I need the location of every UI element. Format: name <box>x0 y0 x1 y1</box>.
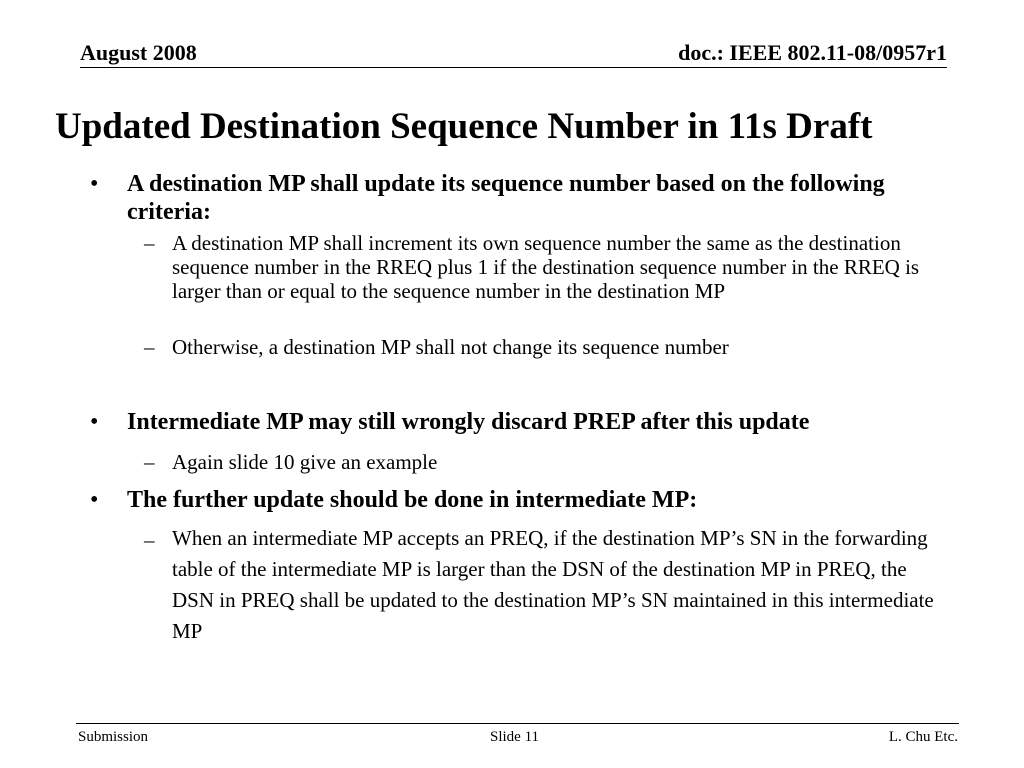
footer-submission: Submission <box>78 729 149 745</box>
bullet-marker: • <box>90 487 99 513</box>
footer-divider <box>76 723 959 724</box>
slide-title: Updated Destination Sequence Number in 11s Draft <box>55 106 873 147</box>
subitem-2-1: Again slide 10 give an example <box>172 450 438 474</box>
subitem-3-1: When an intermediate MP accepts an PREQ, if the destination MP’s SN in the forwarding table of the intermediate MP is larger than the DSN of the destination MP in PREQ, the DSN in PREQ shall be updated to the destination MP’s SN maintained in this intermediate MP <box>172 526 934 643</box>
bullet-item-1: A destination MP shall update its sequence number based on the following criteria: <box>127 171 885 225</box>
dash-marker: – <box>144 231 155 255</box>
subitem-1-2: Otherwise, a destination MP shall not change its sequence number <box>172 335 729 359</box>
footer-author: L. Chu Etc. <box>888 729 958 745</box>
footer-slide-number: Slide 11 <box>490 729 540 745</box>
dash-marker: – <box>144 335 155 359</box>
subitem-1-1: A destination MP shall increment its own sequence number the same as the destination sequence number in the RREQ plus 1 if the destination sequence number in the RREQ is larger than or equal to the sequence number in the destination MP <box>172 231 920 303</box>
bullet-item-3: The further update should be done in intermediate MP: <box>127 487 698 513</box>
bullet-item-2: Intermediate MP may still wrongly discard PREP after this update <box>127 409 810 435</box>
dash-marker: – <box>144 450 155 474</box>
header-date: August 2008 <box>80 40 197 65</box>
dash-marker: – <box>144 528 155 552</box>
header-divider <box>80 67 947 68</box>
bullet-marker: • <box>90 171 99 197</box>
header-doc-id: doc.: IEEE 802.11-08/0957r1 <box>678 40 947 65</box>
bullet-marker: • <box>90 409 99 435</box>
